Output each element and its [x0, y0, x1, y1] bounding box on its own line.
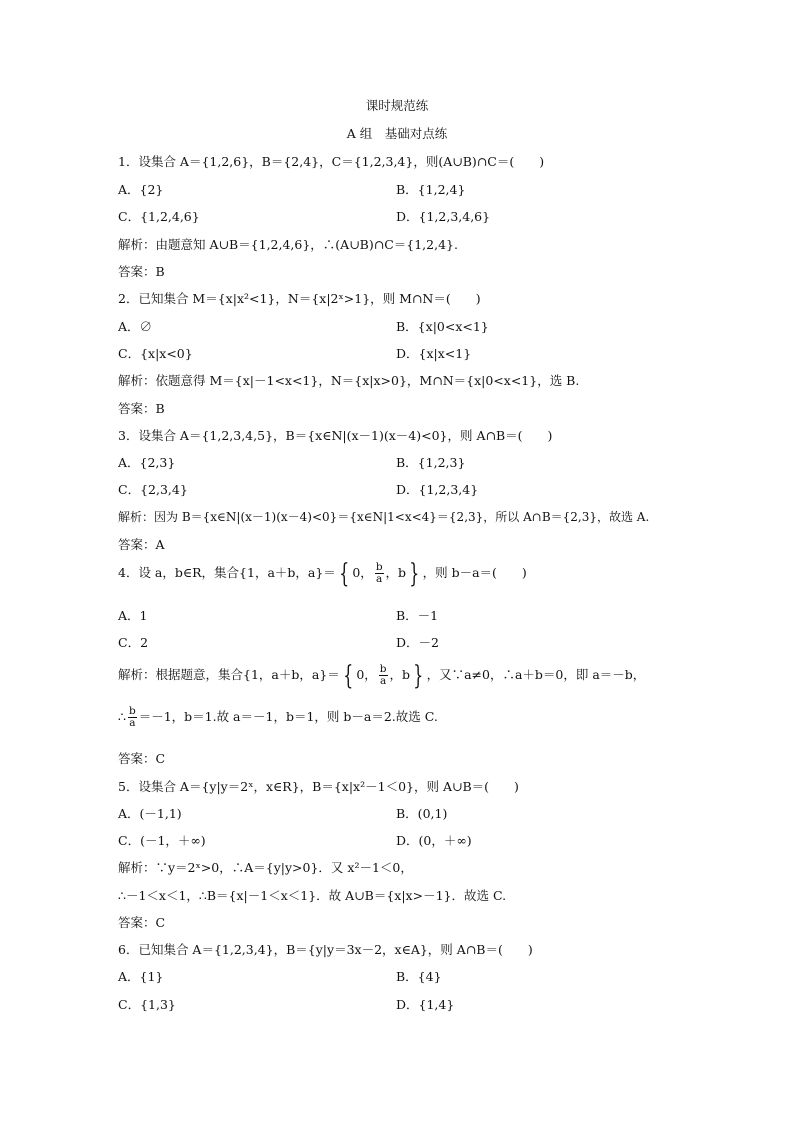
question-4-option-a: A．1 — [118, 608, 148, 623]
question-5-stem: 5．设集合 A＝{y|y＝2ˣ，x∈R}，B＝{x|x²－1＜0}，则 A∪B＝( ) — [118, 779, 519, 794]
question-4-set-prefix: 0， — [352, 565, 373, 580]
fraction-b-over-a — [128, 706, 137, 729]
right-brace: } — [409, 558, 420, 589]
fraction-b-over-a — [375, 562, 384, 585]
question-4-answer: 答案：C — [118, 751, 166, 766]
question-6-option-c: C．{1,3} — [118, 997, 176, 1012]
question-4-analysis-line-2 — [118, 706, 438, 729]
fraction-denominator: a — [376, 573, 383, 585]
question-2-option-a: A．∅ — [118, 319, 153, 334]
question-4-stem-prefix: 4．设 a，b∈R，集合{1，a＋b，a}＝ — [118, 565, 336, 580]
question-1-option-a: A．{2} — [118, 182, 164, 197]
section-subtitle: A 组 基础对点练 — [346, 126, 448, 141]
question-3-option-a: A．{2,3} — [118, 455, 176, 470]
question-4-analysis-set-prefix: 0， — [356, 667, 377, 682]
question-4-set-suffix: ，b — [385, 565, 407, 580]
question-4-option-c: C．2 — [118, 635, 149, 650]
question-6-option-b: B．{4} — [396, 969, 442, 984]
page-title: 课时规范练 — [365, 98, 429, 113]
question-2-analysis: 解析：依题意得 M＝{x|－1<x<1}，N＝{x|x>0}，M∩N＝{x|0<x<1}，选 B. — [118, 373, 580, 388]
right-brace: } — [413, 660, 424, 691]
question-6-stem: 6．已知集合 A＝{1,2,3,4}，B＝{y|y＝3x－2，x∈A}，则 A∩B＝( ) — [118, 942, 533, 957]
left-brace: { — [343, 660, 354, 691]
question-3-option-d: D．{1,2,3,4} — [396, 482, 479, 497]
question-4-option-d: D．－2 — [396, 635, 439, 650]
question-5-analysis-line-1: 解析：∵y＝2ˣ>0，∴A＝{y|y>0}．又 x²－1＜0， — [118, 860, 413, 875]
question-4-stem — [118, 558, 527, 589]
question-5-analysis-line-2: ∴－1＜x＜1，∴B＝{x|－1＜x＜1}．故 A∪B＝{x|x>－1}．故选 C. — [118, 888, 507, 903]
question-4-analysis-set-suffix: ，b — [389, 667, 411, 682]
question-5-option-a: A．(－1,1) — [118, 806, 182, 821]
left-brace: { — [339, 558, 350, 589]
fraction-denominator: a — [380, 675, 387, 687]
question-5-option-c: C．(－1，＋∞) — [118, 833, 206, 848]
fraction-numerator: b — [375, 561, 383, 573]
question-4-analysis-prefix: 解析：根据题意，集合{1，a＋b，a}＝ — [118, 667, 340, 682]
question-4-analysis-line-1 — [118, 660, 646, 691]
question-2-option-d: D．{x|x<1} — [396, 346, 472, 361]
question-4-option-b: B．－1 — [396, 608, 439, 623]
question-4-stem-suffix: ，则 b－a＝( ) — [422, 565, 527, 580]
question-2-stem: 2．已知集合 M＝{x|x²<1}，N＝{x|2ˣ>1}，则 M∩N＝( ) — [118, 291, 481, 306]
question-1-option-d: D．{1,2,3,4,6} — [396, 209, 491, 224]
question-3-option-b: B．{1,2,3} — [396, 455, 466, 470]
question-4-analysis-suffix: ＝－1，b＝1.故 a＝－1，b＝1，则 b－a＝2.故选 C. — [138, 709, 438, 724]
fraction-b-over-a — [379, 664, 388, 687]
question-3-answer: 答案：A — [118, 537, 165, 552]
question-3-option-c: C．{2,3,4} — [118, 482, 188, 497]
fraction-denominator: a — [129, 717, 136, 729]
question-3-stem: 3．设集合 A＝{1,2,3,4,5}，B＝{x∈N|(x－1)(x－4)<0}，则 A∩B＝( ) — [118, 428, 553, 443]
question-2-option-b: B．{x|0<x<1} — [396, 319, 489, 334]
therefore-symbol: ∴ — [118, 709, 126, 724]
question-2-option-c: C．{x|x<0} — [118, 346, 193, 361]
question-5-answer: 答案：C — [118, 915, 166, 930]
question-6-option-a: A．{1} — [118, 969, 164, 984]
question-1-answer: 答案：B — [118, 264, 165, 279]
question-5-option-b: B．(0,1) — [396, 806, 448, 821]
question-6-option-d: D．{1,4} — [396, 997, 455, 1012]
fraction-numerator: b — [379, 663, 387, 675]
question-1-analysis: 解析：由题意知 A∪B＝{1,2,4,6}，∴(A∪B)∩C＝{1,2,4}. — [118, 237, 458, 252]
question-3-analysis: 解析：因为 B＝{x∈N|(x－1)(x－4)<0}＝{x∈N|1<x<4}＝{2,3}，所以 A∩B＝{2,3}，故选 A. — [118, 510, 650, 524]
fraction-numerator: b — [128, 705, 136, 717]
question-1-stem: 1．设集合 A＝{1,2,6}，B＝{2,4}，C＝{1,2,3,4}，则(A∪B)∩C＝( ) — [118, 154, 545, 169]
question-1-option-b: B．{1,2,4} — [396, 182, 466, 197]
question-2-answer: 答案：B — [118, 401, 165, 416]
question-5-option-d: D．(0，＋∞) — [396, 833, 472, 848]
question-4-analysis-mid: ，又∵a≠0，∴a＋b＝0，即 a＝－b， — [426, 667, 646, 682]
question-1-option-c: C．{1,2,4,6} — [118, 209, 200, 224]
